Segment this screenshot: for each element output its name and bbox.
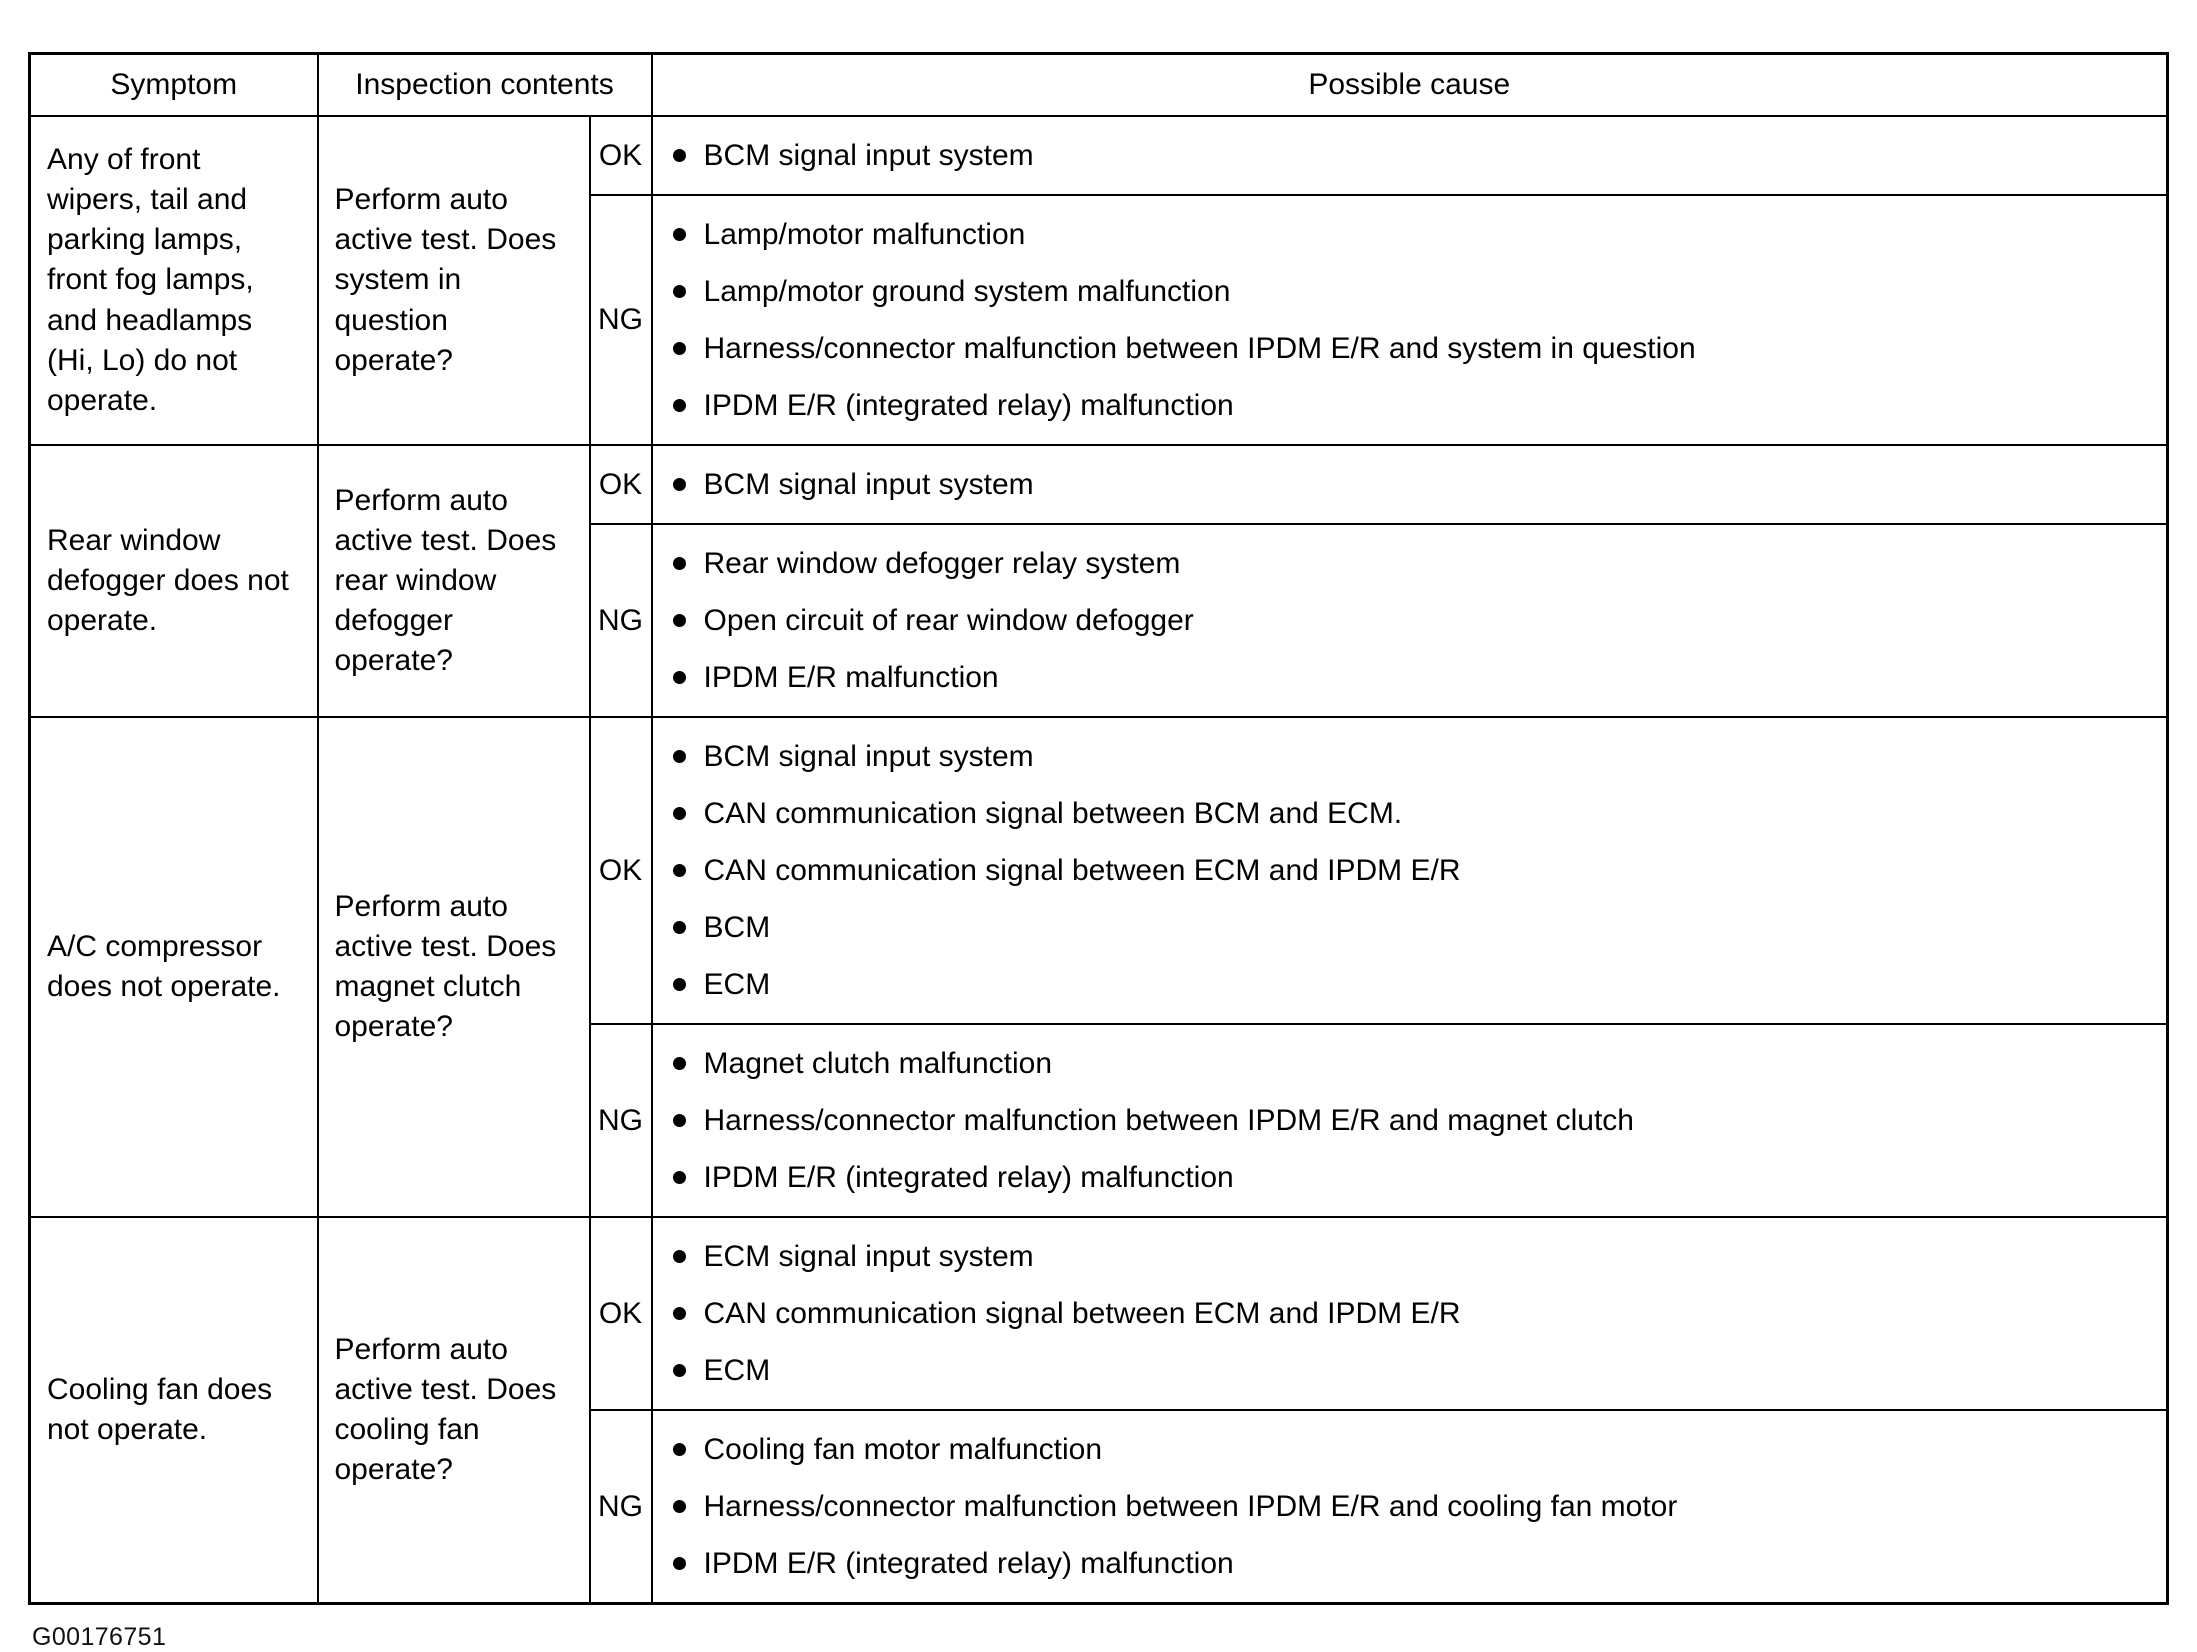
bullet-icon <box>673 1364 686 1377</box>
bullet-icon <box>673 557 686 570</box>
possible-cause-item <box>673 649 2148 706</box>
result-ok-cell: OK <box>590 445 652 524</box>
symptom-cell <box>30 1217 318 1604</box>
bullet-icon <box>673 399 686 412</box>
possible-cause-cell <box>652 717 2168 1024</box>
table-row <box>30 116 2168 195</box>
bullet-icon <box>673 1114 686 1127</box>
possible-cause-text: Magnet clutch malfunction <box>703 1047 1053 1080</box>
result-ng-cell: NG <box>590 195 652 445</box>
possible-cause-item <box>673 1342 2148 1399</box>
symptom-cell <box>30 116 318 445</box>
possible-cause-text: Harness/connector malfunction between IPDM E/R and cooling fan motor <box>703 1490 1678 1523</box>
inspection-text: Perform auto active test. Does rear window defogger operate? <box>334 483 557 678</box>
inspection-cell <box>318 445 590 717</box>
possible-cause-item <box>673 206 2148 263</box>
table-row <box>30 717 2168 1024</box>
column-header-symptom: Symptom <box>30 54 318 117</box>
possible-cause-item <box>673 127 2148 184</box>
bullet-icon <box>673 921 686 934</box>
possible-cause-item <box>673 263 2148 320</box>
possible-cause-text: BCM <box>703 911 771 944</box>
possible-cause-cell <box>652 524 2168 717</box>
possible-cause-text: CAN communication signal between BCM and ECM. <box>703 797 1403 830</box>
possible-cause-item <box>673 899 2148 956</box>
inspection-cell <box>318 1217 590 1604</box>
possible-cause-item <box>673 1285 2148 1342</box>
possible-cause-item <box>673 956 2148 1013</box>
bullet-icon <box>673 614 686 627</box>
bullet-icon <box>673 1057 686 1070</box>
bullet-icon <box>673 1171 686 1184</box>
symptom-text: Cooling fan does not operate. <box>47 1372 273 1446</box>
possible-cause-text: Lamp/motor ground system malfunction <box>703 275 1231 308</box>
possible-cause-item <box>673 1478 2148 1535</box>
possible-cause-cell <box>652 1410 2168 1604</box>
possible-cause-text: BCM signal input system <box>703 740 1034 773</box>
possible-cause-item <box>673 1149 2148 1206</box>
table-row <box>30 1217 2168 1410</box>
bullet-icon <box>673 864 686 877</box>
possible-cause-text: ECM signal input system <box>703 1240 1034 1273</box>
symptom-cell <box>30 717 318 1217</box>
table-row <box>30 445 2168 524</box>
inspection-text: Perform auto active test. Does system in question operate? <box>334 183 557 377</box>
bullet-icon <box>673 750 686 763</box>
possible-cause-cell <box>652 445 2168 524</box>
result-ok-cell: OK <box>590 717 652 1024</box>
possible-cause-item <box>673 456 2148 513</box>
possible-cause-item <box>673 377 2148 434</box>
possible-cause-item <box>673 1035 2148 1092</box>
possible-cause-item <box>673 535 2148 592</box>
result-ng-cell: NG <box>590 524 652 717</box>
bullet-icon <box>673 1500 686 1513</box>
possible-cause-item <box>673 1228 2148 1285</box>
inspection-cell <box>318 116 590 445</box>
possible-cause-text: Cooling fan motor malfunction <box>703 1433 1103 1466</box>
possible-cause-item <box>673 842 2148 899</box>
possible-cause-text: BCM signal input system <box>703 139 1034 172</box>
possible-cause-text: CAN communication signal between ECM and IPDM E/R <box>703 854 1461 887</box>
symptom-text: Rear window defogger does not operate. <box>47 523 289 638</box>
inspection-text: Perform auto active test. Does magnet clutch operate? <box>334 889 557 1044</box>
possible-cause-text: ECM <box>703 968 771 1001</box>
symptom-cell <box>30 445 318 717</box>
bullet-icon <box>673 978 686 991</box>
bullet-icon <box>673 671 686 684</box>
bullet-icon <box>673 807 686 820</box>
figure-code: G00176751 <box>32 1623 167 1651</box>
inspection-cell <box>318 717 590 1217</box>
possible-cause-cell <box>652 1217 2168 1410</box>
possible-cause-text: Rear window defogger relay system <box>703 547 1181 580</box>
possible-cause-text: BCM signal input system <box>703 468 1034 501</box>
possible-cause-item <box>673 1421 2148 1478</box>
possible-cause-text: ECM <box>703 1354 771 1387</box>
column-header-inspection: Inspection contents <box>318 54 652 117</box>
table-header-row <box>30 54 2168 117</box>
possible-cause-item <box>673 592 2148 649</box>
possible-cause-cell <box>652 1024 2168 1217</box>
symptom-text: Any of front wipers, tail and parking lamps, front fog lamps, and headlamps (Hi, Lo) do not operate. <box>47 142 254 417</box>
possible-cause-text: Open circuit of rear window defogger <box>703 604 1194 637</box>
possible-cause-text: IPDM E/R malfunction <box>703 661 999 694</box>
bullet-icon <box>673 1307 686 1320</box>
possible-cause-cell <box>652 116 2168 195</box>
result-ng-cell: NG <box>590 1410 652 1604</box>
bullet-icon <box>673 285 686 298</box>
bullet-icon <box>673 1250 686 1263</box>
result-ok-cell: OK <box>590 1217 652 1410</box>
bullet-icon <box>673 1443 686 1456</box>
bullet-icon <box>673 149 686 162</box>
possible-cause-text: CAN communication signal between ECM and IPDM E/R <box>703 1297 1461 1330</box>
possible-cause-cell <box>652 195 2168 445</box>
possible-cause-item <box>673 785 2148 842</box>
inspection-text: Perform auto active test. Does cooling fan operate? <box>334 1332 557 1487</box>
bullet-icon <box>673 478 686 491</box>
column-header-possible-cause: Possible cause <box>652 54 2168 117</box>
possible-cause-text: IPDM E/R (integrated relay) malfunction <box>703 389 1234 422</box>
possible-cause-text: Lamp/motor malfunction <box>703 218 1026 251</box>
possible-cause-item <box>673 1092 2148 1149</box>
symptom-text: A/C compressor does not operate. <box>47 929 281 1003</box>
bullet-icon <box>673 342 686 355</box>
possible-cause-item <box>673 1535 2148 1592</box>
bullet-icon <box>673 1557 686 1570</box>
bullet-icon <box>673 228 686 241</box>
result-ng-cell: NG <box>590 1024 652 1217</box>
troubleshooting-table <box>28 52 2169 1605</box>
possible-cause-text: Harness/connector malfunction between IPDM E/R and system in question <box>703 332 1696 365</box>
possible-cause-item <box>673 320 2148 377</box>
possible-cause-text: IPDM E/R (integrated relay) malfunction <box>703 1547 1234 1580</box>
possible-cause-text: Harness/connector malfunction between IPDM E/R and magnet clutch <box>703 1104 1634 1137</box>
result-ok-cell: OK <box>590 116 652 195</box>
possible-cause-item <box>673 728 2148 785</box>
possible-cause-text: IPDM E/R (integrated relay) malfunction <box>703 1161 1234 1194</box>
